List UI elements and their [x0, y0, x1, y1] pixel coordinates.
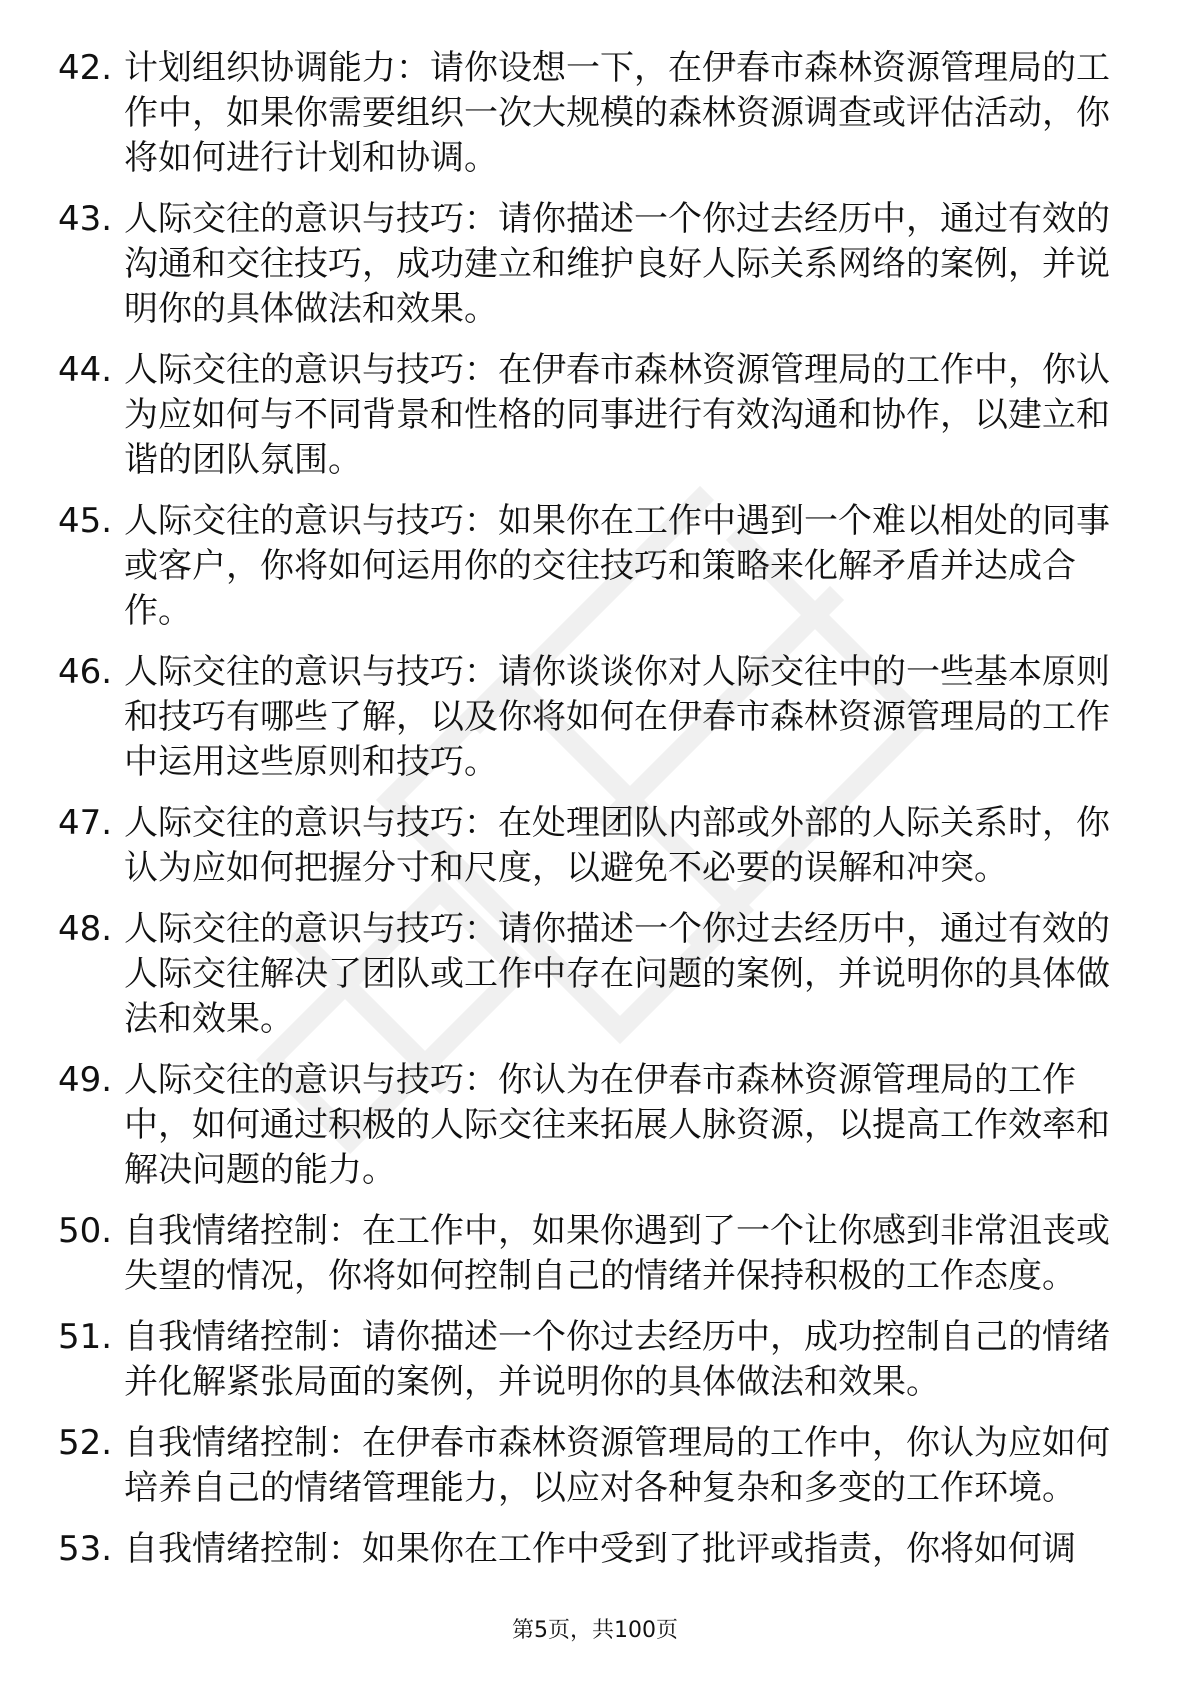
question-number: 52.: [58, 1423, 113, 1463]
question-item: [58, 46, 1133, 181]
question-item: [58, 1209, 1133, 1299]
question-text: 自我情绪控制：如果你在工作中受到了批评或指责，你将如何调: [124, 1529, 1076, 1569]
question-item: [58, 1315, 1133, 1405]
question-text: 人际交往的意识与技巧：如果你在工作中遇到一个难以相处的同事或客户，你将如何运用你的交往技巧和策略来化解矛盾并达成合作。: [124, 501, 1110, 631]
question-text: 人际交往的意识与技巧：请你描述一个你过去经历中，通过有效的人际交往解决了团队或工作中存在问题的案例，并说明你的具体做法和效果。: [124, 909, 1110, 1039]
question-number: 51.: [58, 1317, 113, 1357]
question-item: [58, 348, 1133, 483]
question-number: 42.: [58, 48, 113, 88]
question-number: 48.: [58, 909, 113, 949]
question-text: 自我情绪控制：在工作中，如果你遇到了一个让你感到非常沮丧或失望的情况，你将如何控制自己的情绪并保持积极的工作态度。: [124, 1211, 1110, 1296]
question-list: [58, 46, 1133, 1572]
question-number: 46.: [58, 652, 113, 692]
question-text: 人际交往的意识与技巧：请你描述一个你过去经历中，通过有效的沟通和交往技巧，成功建立和维护良好人际关系网络的案例，并说明你的具体做法和效果。: [124, 199, 1110, 329]
question-item: [58, 801, 1133, 891]
page-footer: 第5页，共100页: [512, 1618, 678, 1643]
question-text: 人际交往的意识与技巧：请你谈谈你对人际交往中的一些基本原则和技巧有哪些了解，以及你将如何在伊春市森林资源管理局的工作中运用这些原则和技巧。: [124, 652, 1110, 782]
question-item: [58, 1058, 1133, 1193]
question-text: 计划组织协调能力：请你设想一下，在伊春市森林资源管理局的工作中，如果你需要组织一次大规模的森林资源调查或评估活动，你将如何进行计划和协调。: [124, 48, 1110, 178]
question-text: 人际交往的意识与技巧：在伊春市森林资源管理局的工作中，你认为应如何与不同背景和性格的同事进行有效沟通和协作，以建立和谐的团队氛围。: [124, 350, 1110, 480]
question-item: [58, 650, 1133, 785]
question-item: [58, 1421, 1133, 1511]
question-number: 44.: [58, 350, 113, 390]
question-number: 47.: [58, 803, 113, 843]
question-text: 自我情绪控制：在伊春市森林资源管理局的工作中，你认为应如何培养自己的情绪管理能力，以应对各种复杂和多变的工作环境。: [124, 1423, 1110, 1508]
question-text: 人际交往的意识与技巧：你认为在伊春市森林资源管理局的工作中，如何通过积极的人际交往来拓展人脉资源，以提高工作效率和解决问题的能力。: [124, 1060, 1110, 1190]
question-number: 43.: [58, 199, 113, 239]
question-number: 45.: [58, 501, 113, 541]
question-text: 人际交往的意识与技巧：在处理团队内部或外部的人际关系时，你认为应如何把握分寸和尺度，以避免不必要的误解和冲突。: [124, 803, 1110, 888]
question-number: 53.: [58, 1529, 113, 1569]
question-number: 49.: [58, 1060, 113, 1100]
question-item: [58, 1527, 1133, 1572]
question-number: 50.: [58, 1211, 113, 1251]
question-item: [58, 907, 1133, 1042]
question-item: [58, 499, 1133, 634]
question-text: 自我情绪控制：请你描述一个你过去经历中，成功控制自己的情绪并化解紧张局面的案例，并说明你的具体做法和效果。: [124, 1317, 1110, 1402]
question-item: [58, 197, 1133, 332]
